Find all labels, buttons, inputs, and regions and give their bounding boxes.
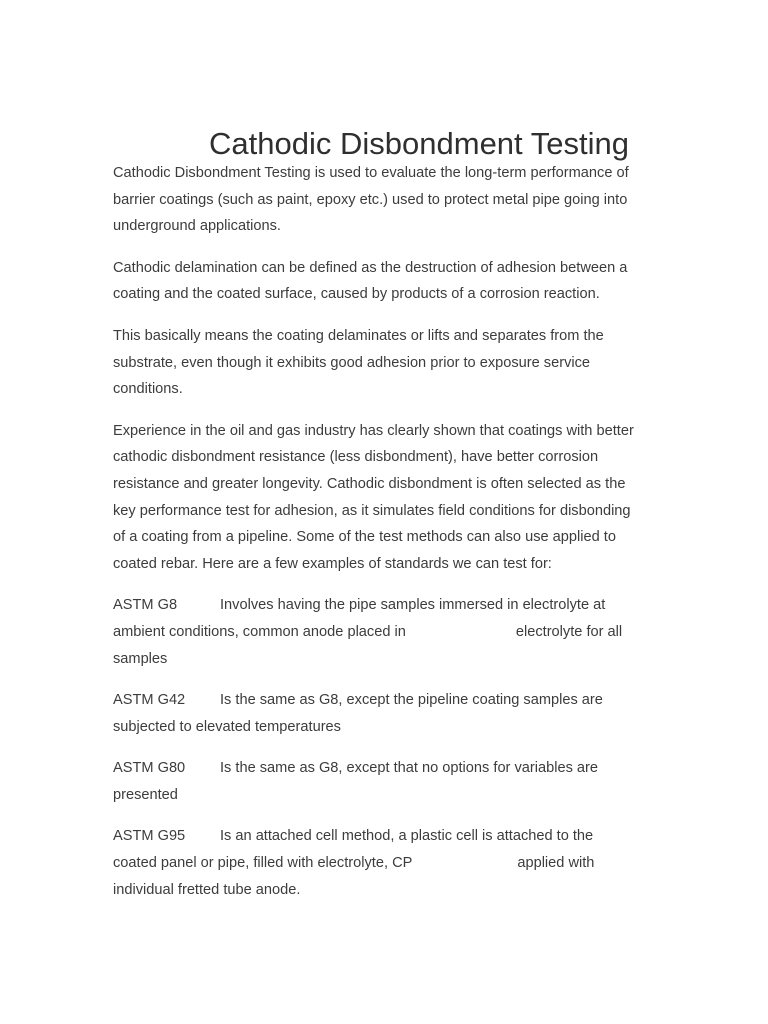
text-line: Experience in the oil and gas industry has clearly shown that coatings with better [113, 422, 634, 439]
standard-line [113, 592, 658, 619]
text-line: This basically means the coating delaminates or lifts and separates from the [113, 327, 604, 344]
standard-astm-g95 [113, 823, 658, 903]
standard-description: Is the same as G8, except the pipeline coating samples are [220, 692, 603, 709]
text-line: coated rebar. Here are a few examples of standards we can test for: [113, 555, 552, 572]
text-line: underground applications. [113, 218, 281, 235]
page-title: Cathodic Disbondment Testing [209, 126, 629, 161]
text-line: substrate, even though it exhibits good adhesion prior to exposure service [113, 354, 591, 371]
standard-code: ASTM G80 [113, 760, 186, 777]
paragraph-intro [113, 160, 658, 240]
standard-line [113, 850, 658, 877]
standard-astm-g8 [113, 592, 658, 672]
text-line: barrier coatings (such as paint, epoxy etc.) used to protect metal pipe going into [113, 191, 628, 208]
text-line: conditions. [113, 381, 183, 398]
paragraph-experience [113, 418, 658, 578]
standard-line [113, 755, 658, 782]
standard-code: ASTM G42 [113, 692, 186, 709]
standard-code: ASTM G95 [113, 828, 186, 845]
paragraph-explanation [113, 323, 658, 403]
text-line: resistance and greater longevity. Cathodic disbondment is often selected as the [113, 475, 626, 492]
standard-astm-g42 [113, 687, 658, 740]
standard-description: Involves having the pipe samples immersed in electrolyte at [220, 597, 606, 614]
standard-description: subjected to elevated temperatures [113, 718, 341, 735]
text-line: Cathodic delamination can be defined as the destruction of adhesion between a [113, 259, 628, 276]
paragraph-definition [113, 255, 658, 308]
standard-description: presented [113, 786, 178, 803]
standard-description: coated panel or pipe, filled with electrolyte, CP [113, 855, 413, 872]
text-line: Cathodic Disbondment Testing is used to evaluate the long-term performance of [113, 165, 629, 181]
standard-astm-g80 [113, 755, 658, 808]
standard-line [113, 687, 658, 714]
standard-description: Is the same as G8, except that no options for variables are [220, 760, 599, 777]
standard-description: electrolyte for all [515, 623, 623, 640]
standard-description: applied with [517, 855, 595, 872]
standard-description: individual fretted tube anode. [113, 881, 301, 898]
standard-line [113, 619, 658, 646]
standard-code: ASTM G8 [113, 597, 178, 614]
standard-description: samples [113, 650, 168, 667]
standard-description: ambient conditions, common anode placed in [113, 623, 406, 640]
standard-line [113, 823, 658, 850]
standard-description: Is an attached cell method, a plastic cell is attached to the [220, 828, 594, 845]
document-body [113, 160, 658, 918]
text-line: of a coating from a pipeline. Some of the test methods can also use applied to [113, 529, 616, 546]
text-line: coating and the coated surface, caused by products of a corrosion reaction. [113, 286, 600, 303]
text-line: key performance test for adhesion, as it simulates field conditions for disbonding [113, 502, 631, 519]
text-line: cathodic disbondment resistance (less disbondment), have better corrosion [113, 449, 599, 466]
